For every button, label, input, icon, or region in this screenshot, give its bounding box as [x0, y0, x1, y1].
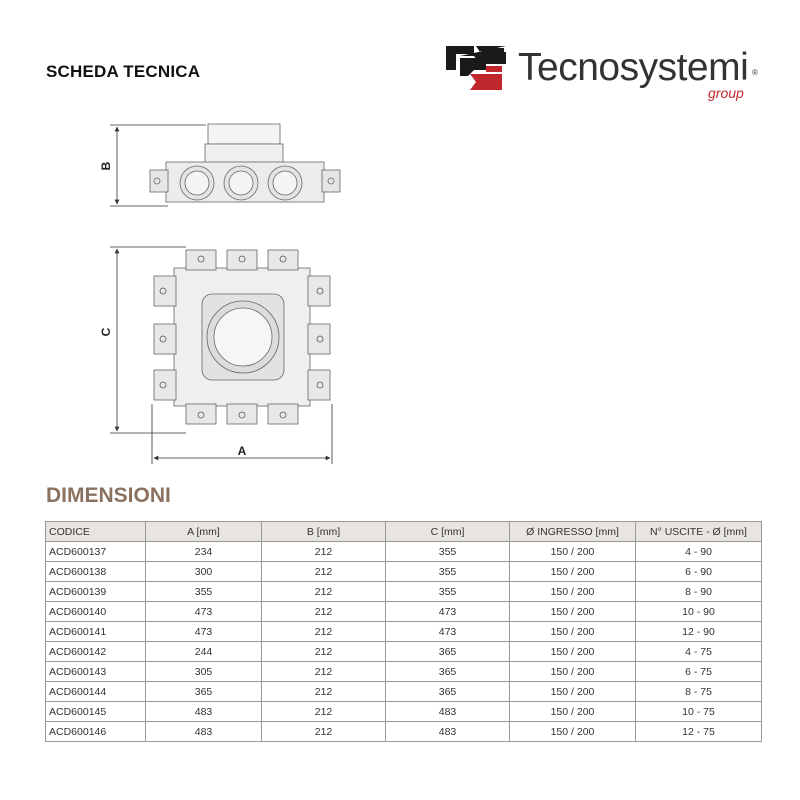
table-row — [46, 662, 762, 682]
table-cell: 150 / 200 — [510, 582, 636, 602]
table-cell: 12 - 75 — [636, 722, 762, 742]
table-cell: ACD600140 — [46, 602, 146, 622]
table-cell: 150 / 200 — [510, 542, 636, 562]
table-cell: 212 — [262, 662, 386, 682]
table-row — [46, 602, 762, 622]
logo-wordmark: Tecnosystemi — [518, 46, 749, 89]
table-cell: 8 - 90 — [636, 582, 762, 602]
table-cell: ACD600146 — [46, 722, 146, 742]
column-header: C [mm] — [386, 522, 510, 542]
section-heading: DIMENSIONI — [46, 484, 171, 507]
table-cell: 212 — [262, 622, 386, 642]
table-cell: 355 — [386, 582, 510, 602]
table-cell: 8 - 75 — [636, 682, 762, 702]
table-cell: 483 — [386, 722, 510, 742]
table-cell: ACD600137 — [46, 542, 146, 562]
table-cell: ACD600144 — [46, 682, 146, 702]
column-header: CODICE — [46, 522, 146, 542]
table-cell: 150 / 200 — [510, 602, 636, 622]
table-cell: 473 — [146, 622, 262, 642]
table-cell: ACD600142 — [46, 642, 146, 662]
column-header: A [mm] — [146, 522, 262, 542]
table-cell: 244 — [146, 642, 262, 662]
table-cell: 305 — [146, 662, 262, 682]
dimension-label-a: A — [237, 444, 247, 458]
table-row — [46, 582, 762, 602]
table-cell: 355 — [146, 582, 262, 602]
table-cell: 483 — [146, 702, 262, 722]
table-cell: 4 - 90 — [636, 542, 762, 562]
table-cell: 473 — [146, 602, 262, 622]
table-cell: 300 — [146, 562, 262, 582]
table-cell: 483 — [386, 702, 510, 722]
registered-mark: ® — [752, 68, 758, 77]
table-cell: 212 — [262, 722, 386, 742]
table-cell: 212 — [262, 582, 386, 602]
side-view-drawing — [150, 124, 340, 202]
table-cell: 473 — [386, 602, 510, 622]
column-header: N° USCITE - Ø [mm] — [636, 522, 762, 542]
table-row — [46, 702, 762, 722]
column-header: Ø INGRESSO [mm] — [510, 522, 636, 542]
column-header: B [mm] — [262, 522, 386, 542]
page-title: SCHEDA TECNICA — [46, 62, 201, 81]
table-cell: 234 — [146, 542, 262, 562]
table-row — [46, 682, 762, 702]
table-cell: 483 — [146, 722, 262, 742]
dimensions-table — [45, 521, 762, 742]
table-cell: 150 / 200 — [510, 562, 636, 582]
table-row — [46, 542, 762, 562]
table-cell: 6 - 75 — [636, 662, 762, 682]
dimension-label-b: B — [99, 161, 113, 171]
table-cell: ACD600139 — [46, 582, 146, 602]
logo-subbrand: group — [708, 85, 744, 101]
table-cell: 355 — [386, 562, 510, 582]
table-cell: 12 - 90 — [636, 622, 762, 642]
table-cell: 212 — [262, 642, 386, 662]
table-row — [46, 722, 762, 742]
table-cell: ACD600138 — [46, 562, 146, 582]
table-cell: ACD600143 — [46, 662, 146, 682]
table-cell: 365 — [386, 682, 510, 702]
table-cell: 10 - 75 — [636, 702, 762, 722]
table-cell: 150 / 200 — [510, 682, 636, 702]
table-cell: 6 - 90 — [636, 562, 762, 582]
table-row — [46, 642, 762, 662]
table-cell: 212 — [262, 562, 386, 582]
table-cell: 212 — [262, 702, 386, 722]
table-cell: 4 - 75 — [636, 642, 762, 662]
table-cell: 150 / 200 — [510, 662, 636, 682]
table-cell: 150 / 200 — [510, 722, 636, 742]
table-cell: 212 — [262, 602, 386, 622]
table-cell: ACD600141 — [46, 622, 146, 642]
table-row — [46, 562, 762, 582]
table-cell: 365 — [146, 682, 262, 702]
table-cell: 150 / 200 — [510, 702, 636, 722]
dimension-label-c: C — [99, 327, 113, 337]
table-cell: 365 — [386, 662, 510, 682]
table-header-row — [46, 522, 762, 542]
table-cell: ACD600145 — [46, 702, 146, 722]
table-cell: 150 / 200 — [510, 622, 636, 642]
table-cell: 365 — [386, 642, 510, 662]
table-cell: 212 — [262, 682, 386, 702]
top-view-drawing — [154, 250, 330, 424]
table-row — [46, 622, 762, 642]
table-cell: 10 - 90 — [636, 602, 762, 622]
table-cell: 355 — [386, 542, 510, 562]
table-cell: 150 / 200 — [510, 642, 636, 662]
table-cell: 212 — [262, 542, 386, 562]
table-cell: 473 — [386, 622, 510, 642]
